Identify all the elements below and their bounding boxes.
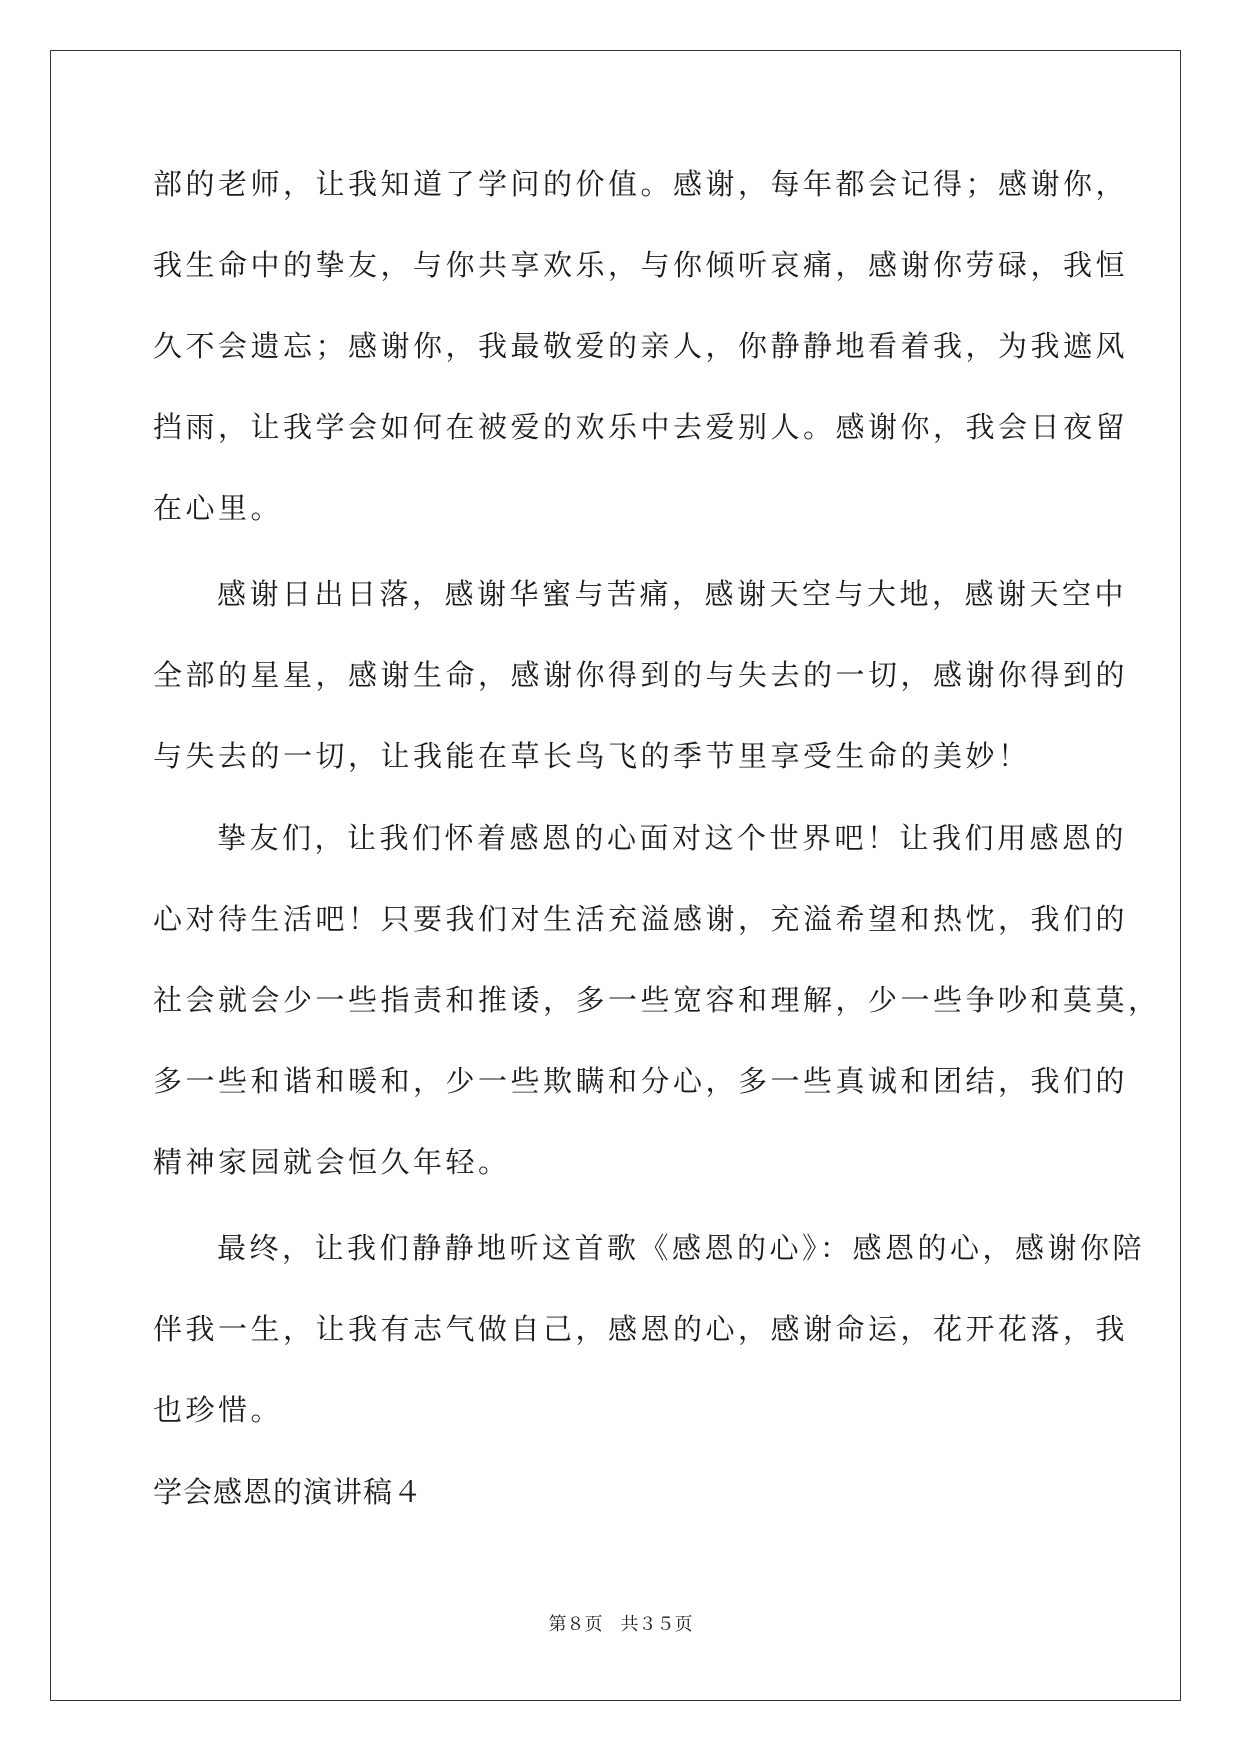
- text-line: 挚友们，让我们怀着感恩的心面对这个世界吧！让我们用感恩的: [217, 821, 1128, 855]
- paragraph-1: [153, 144, 1129, 549]
- text-line: 最终，让我们静静地听这首歌《感恩的心》：感恩的心，感谢你陪: [217, 1231, 1146, 1265]
- paragraph-3: [153, 798, 1161, 1203]
- text-line: 与失去的一切，让我能在草长鸟飞的季节里享受生命的美妙！: [153, 739, 1031, 773]
- text-line: 精神家园就会恒久年轻。: [153, 1145, 511, 1179]
- text-line: 在心里。: [153, 491, 284, 525]
- text-line: 我生命中的挚友，与你共享欢乐，与你倾听哀痛，感谢你劳碌，我恒: [153, 248, 1129, 282]
- text-line: 多一些和谐和暖和，少一些欺瞒和分心，多一些真诚和团结，我们的: [153, 1064, 1129, 1098]
- text-line: 也珍惜。: [153, 1393, 284, 1427]
- text-line: 全部的星星，感谢生命，感谢你得到的与失去的一切，感谢你得到的: [153, 658, 1129, 692]
- text-line: 伴我一生，让我有志气做自己，感恩的心，感谢命运，花开花落，我: [153, 1312, 1129, 1346]
- text-line: 久不会遗忘；感谢你，我最敬爱的亲人，你静静地看着我，为我遮风: [153, 329, 1129, 363]
- text-line: 社会就会少一些指责和推诿，多一些宽容和理解，少一些争吵和莫莫，: [153, 983, 1161, 1017]
- text-line: 部的老师，让我知道了学问的价值。感谢，每年都会记得；感谢你，: [153, 167, 1129, 201]
- section-heading: 学会感恩的演讲稿４: [153, 1475, 424, 1509]
- page-number-footer: 第８页 共３５页: [548, 1614, 693, 1635]
- paragraph-4: [153, 1208, 1146, 1451]
- paragraph-2: [153, 554, 1129, 797]
- text-line: 感谢日出日落，感谢华蜜与苦痛，感谢天空与大地，感谢天空中: [217, 577, 1128, 611]
- text-line: 挡雨，让我学会如何在被爱的欢乐中去爱别人。感谢你，我会日夜留: [153, 410, 1129, 444]
- text-line: 心对待生活吧！只要我们对生活充溢感谢，充溢希望和热忱，我们的: [153, 902, 1129, 936]
